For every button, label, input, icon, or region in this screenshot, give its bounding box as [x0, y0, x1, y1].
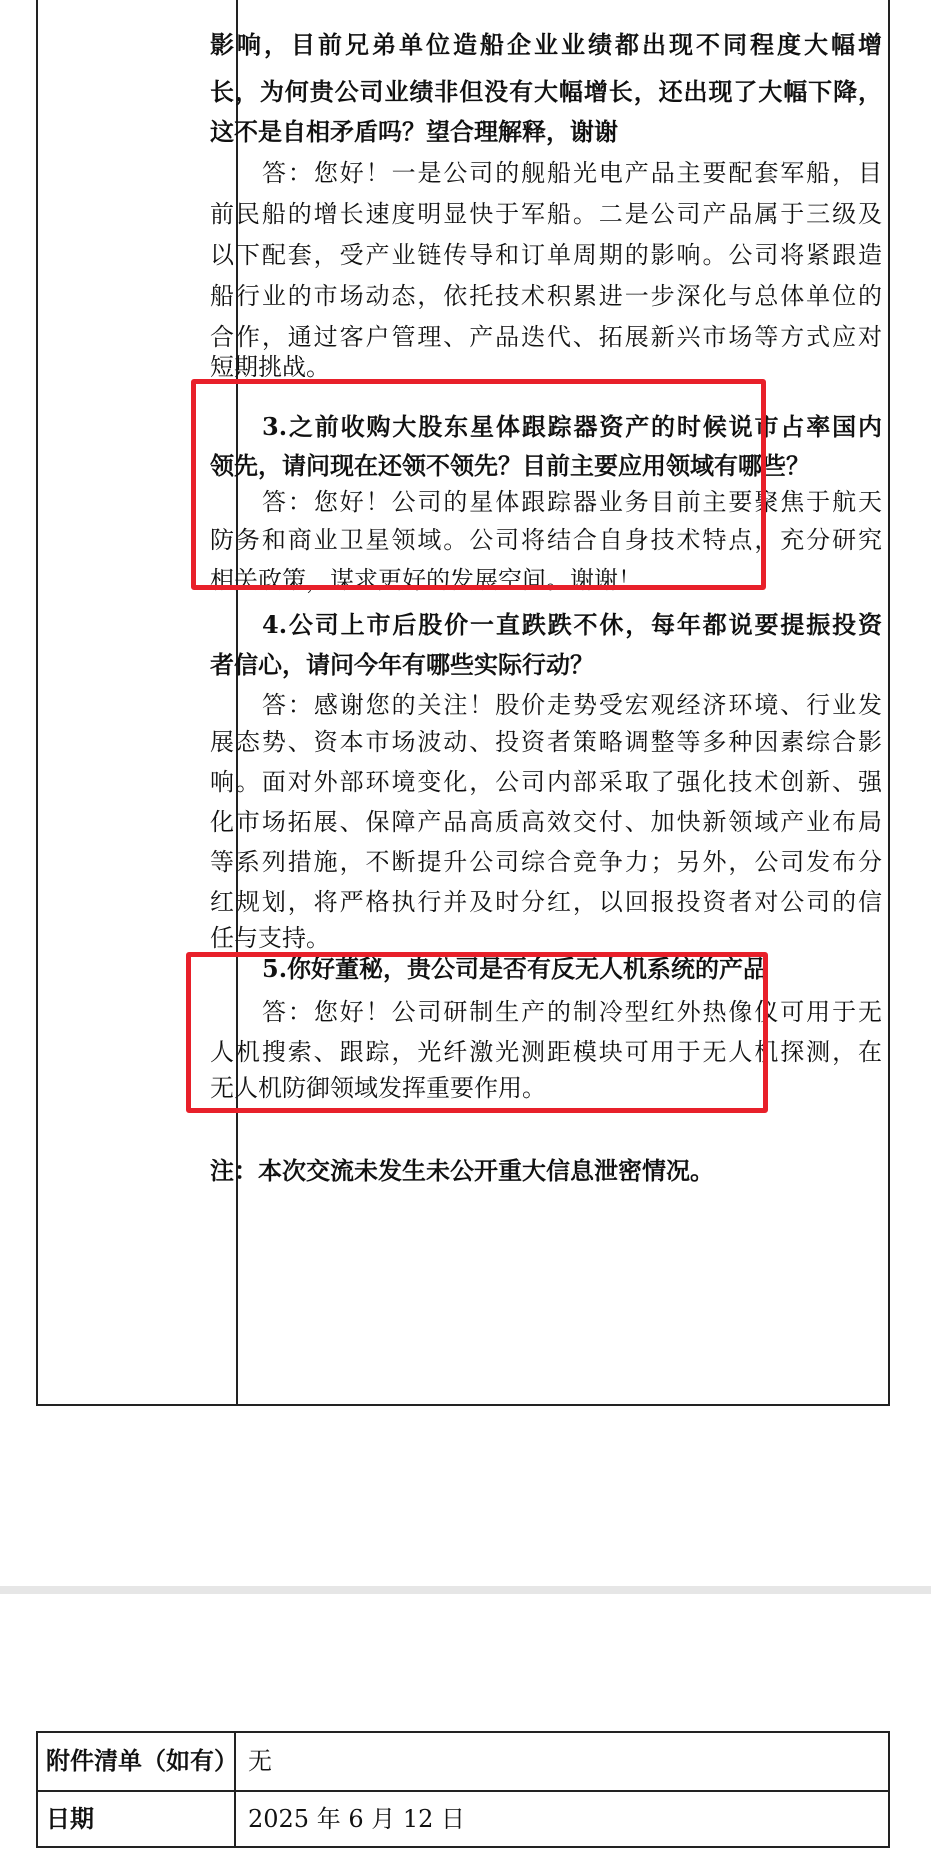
question-3-line: 领先，请问现在还领不领先？目前主要应用领域有哪些？ — [210, 451, 810, 480]
answer-4-line: 响。面对外部环境变化，公司内部采取了强化技术创新、强 — [210, 768, 882, 796]
date-value: 2025 年 6 月 12 日 — [248, 1805, 466, 1833]
answer-3-line: 相关政策，谋求更好的发展空间。谢谢！ — [210, 566, 642, 594]
answer-3-line: 防务和商业卫星领域。公司将结合自身技术特点，充分研究 — [210, 526, 882, 554]
attachments-label: 附件清单（如有） — [46, 1746, 238, 1775]
answer-4-line: 展态势、资本市场波动、投资者策略调整等多种因素综合影 — [210, 728, 882, 756]
answer-2-line: 答：您好！一是公司的舰船光电产品主要配套军船，目 — [262, 159, 882, 187]
answer-4-line: 任与支持。 — [210, 924, 330, 952]
question-2-line: 影响，目前兄弟单位造船企业业绩都出现不同程度大幅增 — [210, 30, 882, 59]
date-label: 日期 — [46, 1804, 94, 1833]
disclosure-note: 注：本次交流未发生未公开重大信息泄密情况。 — [210, 1156, 714, 1185]
answer-4-line: 等系列措施，不断提升公司综合竞争力；另外，公司发布分 — [210, 848, 882, 876]
answer-5-line: 无人机防御领域发挥重要作用。 — [210, 1074, 546, 1102]
answer-2-line: 前民船的增长速度明显快于军船。二是公司产品属于三级及 — [210, 200, 882, 228]
attachments-value: 无 — [248, 1747, 272, 1775]
answer-2-line: 短期挑战。 — [210, 353, 330, 381]
answer-4-line: 化市场拓展、保障产品高质高效交付、加快新领域产业布局 — [210, 808, 882, 836]
answer-2-line: 以下配套，受产业链传导和订单周期的影响。公司将紧跟造 — [210, 241, 882, 269]
highlight-box-q3 — [191, 379, 766, 590]
page-separator — [0, 1586, 931, 1594]
question-5-line: 5.你好董秘，贵公司是否有反无人机系统的产品 — [262, 954, 768, 983]
answer-2-line: 船行业的市场动态，依托技术积累进一步深化与总体单位的 — [210, 282, 882, 310]
question-3-line: 3.之前收购大股东星体跟踪器资产的时候说市占率国内 — [262, 412, 882, 441]
answer-2-line: 合作，通过客户管理、产品迭代、拓展新兴市场等方式应对 — [210, 323, 882, 351]
answer-4-line: 答：感谢您的关注！股价走势受宏观经济环境、行业发 — [262, 691, 882, 719]
answer-4-line: 红规划，将严格执行并及时分红，以回报投资者对公司的信 — [210, 888, 882, 916]
question-2-line: 长，为何贵公司业绩非但没有大幅增长，还出现了大幅下降， — [210, 77, 882, 106]
answer-5-line: 答：您好！公司研制生产的制冷型红外热像仪可用于无 — [262, 998, 882, 1026]
row-divider — [38, 1790, 888, 1792]
answer-5-line: 人机搜索、跟踪，光纤激光测距模块可用于无人机探测，在 — [210, 1038, 882, 1066]
question-4-line: 4.公司上市后股价一直跌跌不休，每年都说要提振投资 — [262, 610, 882, 639]
highlight-box-q5 — [186, 952, 768, 1113]
question-2-line: 这不是自相矛盾吗？望合理解释，谢谢 — [210, 117, 618, 146]
footer-table — [36, 1731, 890, 1848]
question-4-line: 者信心，请问今年有哪些实际行动？ — [210, 650, 594, 679]
answer-3-line: 答：您好！公司的星体跟踪器业务目前主要聚焦于航天 — [262, 488, 882, 516]
